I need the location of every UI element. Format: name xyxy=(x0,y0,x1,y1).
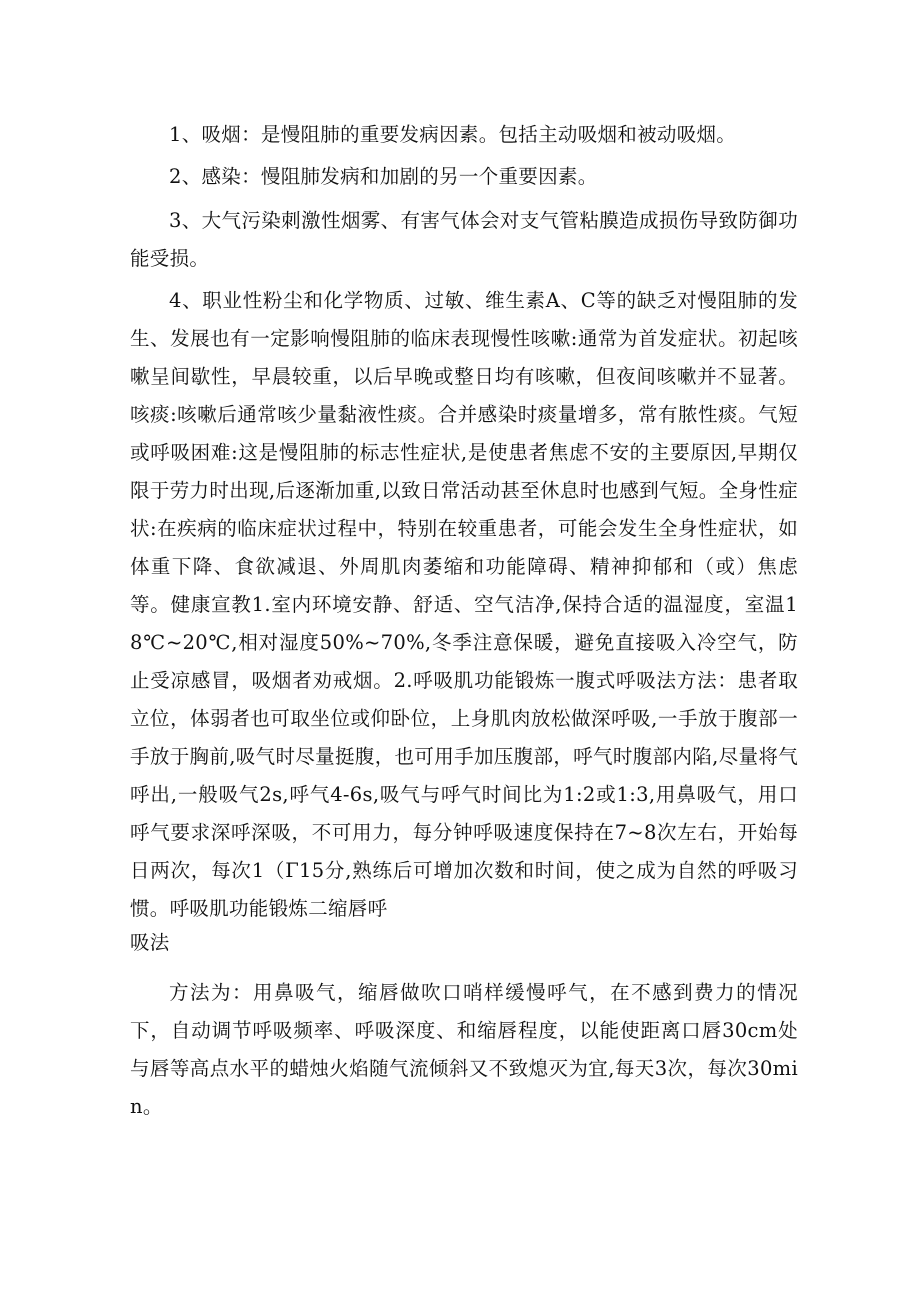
paragraph-infection: 2、感染：慢阻肺发病和加剧的另一个重要因素。 xyxy=(169,165,598,188)
paragraph-occupational-and-clinical: 4、职业性粉尘和化学物质、过敏、维生素A、C等的缺乏对慢阻肺的发生、发展也有一定影响慢阻肺的临床表现慢性咳嗽:通常为首发症状。初起咳嗽呈间歇性，早晨较重，以后早晚或整日均有咳嗽，但夜间咳嗽并不显著。咳痰:咳嗽后通常咳少量黏液性痰。合并感染时痰量增多，常有脓性痰。气短或呼吸困难:这是慢阻肺的标志性症状,是使患者焦虑不安的主要原因,早期仅限于劳力时出现,后逐渐加重,以致日常活动甚至休息时也感到气短。全身性症状:在疾病的临床症状过程中，特别在较重患者，可能会发生全身性症状，如体重下降、食欲减退、外周肌肉萎缩和功能障碍、精神抑郁和（或）焦虑等。健康宣教1.室内环境安静、舒适、空气洁净,保持合适的温湿度，室温18℃~20℃,相对湿度50%~70%,冬季注意保暖，避免直接吸入冷空气，防止受凉感冒，吸烟者劝戒烟。2.呼吸肌功能锻炼一腹式呼吸法方法：患者取立位，体弱者也可取坐位或仰卧位，上身肌肉放松做深呼吸,一手放于腹部一手放于胸前,吸气时尽量挺腹，也可用手加压腹部，呼气时腹部内陷,尽量将气呼出,一般吸气2s,呼气4-6s,吸气与呼气时间比为1:2或1:3,用鼻吸气，用口呼气要求深呼深吸，不可用力，每分钟呼吸速度保持在7~8次左右，开始每日两次，每次1（Γ15分,熟练后可增加次数和时间，使之成为自然的呼吸习惯。呼吸肌功能锻炼二缩唇呼 xyxy=(130,289,798,920)
paragraph-continuation: 吸法 xyxy=(130,931,170,954)
document-page xyxy=(130,116,798,1126)
paragraph-smoking: 1、吸烟：是慢阻肺的重要发病因素。包括主动吸烟和被动吸烟。 xyxy=(169,123,737,146)
paragraph-air-pollution: 3、大气污染刺激性烟雾、有害气体会对支气管粘膜造成损伤导致防御功能受损。 xyxy=(130,209,798,270)
paragraph-pursed-lip-method: 方法为：用鼻吸气，缩唇做吹口哨样缓慢呼气，在不感到费力的情况下，自动调节呼吸频率、呼吸深度、和缩唇程度，以能使距离口唇30cm处与唇等高点水平的蜡烛火焰随气流倾斜又不致熄灭为宜,每天3次，每次30min。 xyxy=(130,981,798,1118)
